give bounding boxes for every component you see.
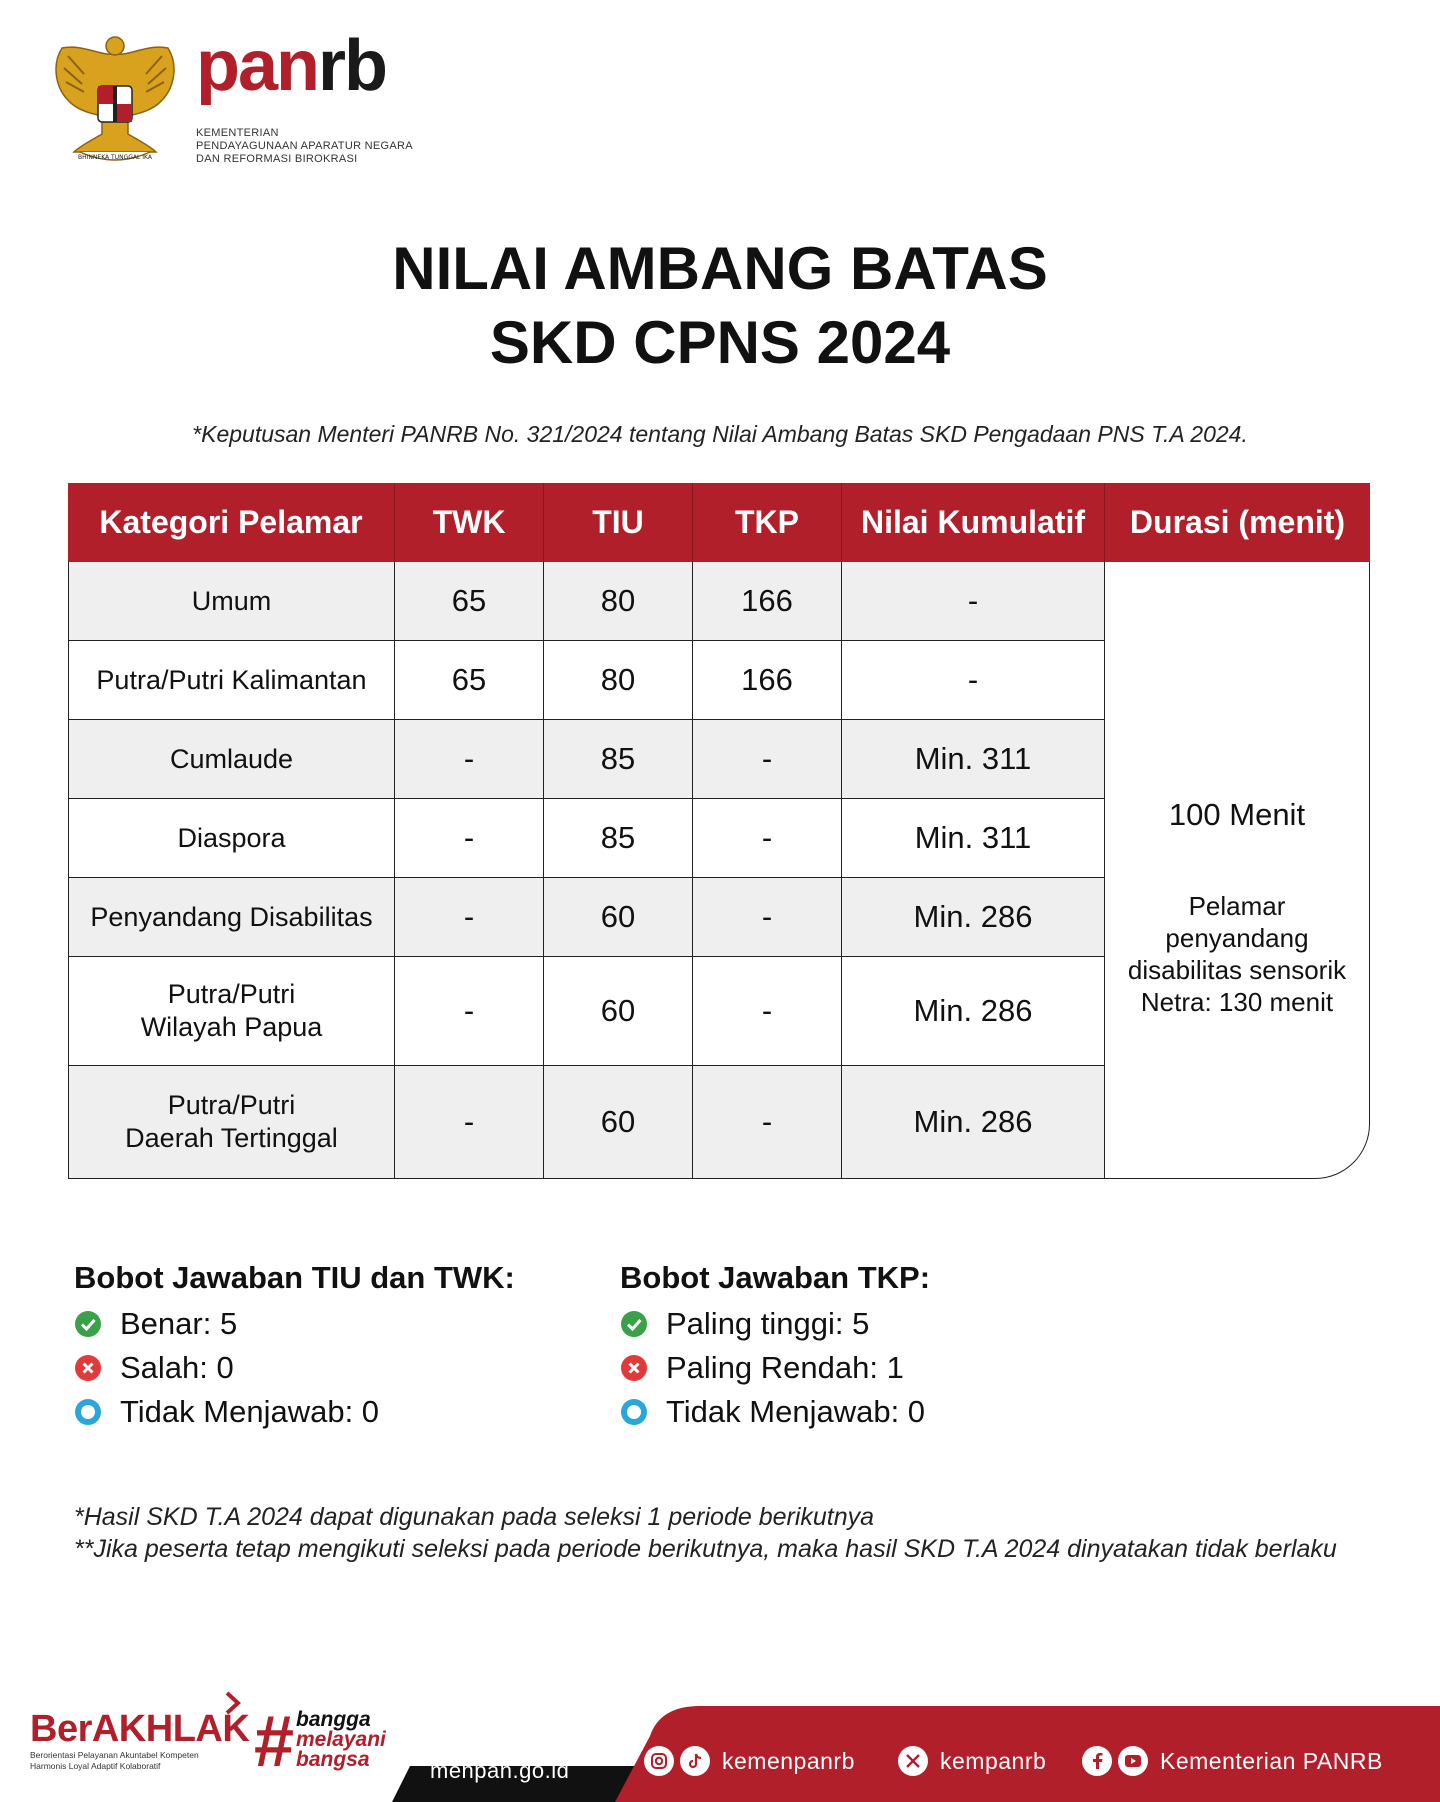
berakhlak-tagline: Berorientasi Pelayanan Akuntabel Kompeten Harmonis Loyal Adaptif Kolaboratif	[30, 1750, 199, 1771]
circle-icon	[74, 1398, 102, 1426]
instagram-icon	[644, 1746, 674, 1776]
table-header-nilai-kumulatif: Nilai Kumulatif	[842, 483, 1105, 562]
footnote-1: *Hasil SKD T.A 2024 dapat digunakan pada seleksi 1 periode berikutnya	[74, 1503, 875, 1531]
youtube-icon	[1118, 1746, 1148, 1776]
check-icon	[620, 1310, 648, 1338]
table-cell-tiu: 85	[544, 799, 693, 878]
table-cell-kumulatif: Min. 311	[842, 720, 1105, 799]
table-cell-tkp: -	[693, 1066, 842, 1179]
decree-reference: *Keputusan Menteri PANRB No. 321/2024 tentang Nilai Ambang Batas SKD Pengadaan PNS T.A 2024.	[192, 421, 1248, 447]
kategori-line: Penyandang Disabilitas	[90, 901, 373, 932]
bobot-item	[620, 1350, 930, 1386]
table-cell-kumulatif: -	[842, 641, 1105, 720]
kategori-line: Cumlaude	[169, 743, 294, 774]
table-cell-tiu: 80	[544, 641, 693, 720]
social-facebook-youtube[interactable]	[1082, 1746, 1383, 1776]
footnote-2: **Jika peserta tetap mengikuti seleksi pada periode berikutnya, maka hasil SKD T.A 2024 dinyatakan tidak berlaku	[74, 1535, 1337, 1563]
table-cell-tkp: -	[693, 957, 842, 1066]
kategori-line: Wilayah Papua	[140, 1012, 323, 1042]
table-cell-kategori	[68, 799, 395, 878]
table-cell-tiu: 60	[544, 1066, 693, 1179]
table-cell-tkp: -	[693, 878, 842, 957]
bobot-tiu-twk	[74, 1260, 515, 1430]
table-cell-kumulatif: Min. 311	[842, 799, 1105, 878]
table-header-kategori-pelamar: Kategori Pelamar	[68, 483, 395, 562]
table-cell-kategori	[68, 641, 395, 720]
bobot-item-text: Paling tinggi: 5	[666, 1306, 870, 1341]
facebook-icon	[1082, 1746, 1112, 1776]
table-cell-kategori	[68, 562, 395, 641]
social-handle: Kementerian PANRB	[1160, 1747, 1383, 1774]
table-cell-tkp: -	[693, 799, 842, 878]
brand-logo: panrb	[196, 26, 387, 106]
bobot-item	[620, 1306, 930, 1342]
emblem-motto: BHINNEKA TUNGGAL IKA	[78, 154, 152, 161]
garuda-emblem-logo	[44, 34, 186, 166]
table-cell-kategori	[68, 1066, 395, 1179]
berakhlak-logo: BerAKHLAK	[30, 1708, 250, 1750]
durasi-note-line: Netra: 130 menit	[1140, 987, 1334, 1017]
bobot-item	[620, 1394, 930, 1430]
durasi-main: 100 Menit	[1168, 797, 1306, 832]
table-header-twk: TWK	[395, 483, 544, 562]
kategori-line: Putra/Putri	[167, 979, 296, 1009]
bobot-item	[74, 1350, 515, 1386]
social-handle: kempanrb	[940, 1747, 1047, 1774]
table-cell-kategori	[68, 720, 395, 799]
durasi-note	[1105, 890, 1369, 1018]
bobot-title: Bobot Jawaban TIU dan TWK:	[74, 1260, 515, 1295]
berakhlak-chevron-icon	[224, 1690, 242, 1716]
table-cell-tkp: 166	[693, 641, 842, 720]
durasi-note-line: Pelamar	[1188, 891, 1286, 921]
table-cell-twk: 65	[395, 562, 544, 641]
ministry-name: KEMENTERIAN PENDAYAGUNAAN APARATUR NEGARA DAN REFORMASI BIROKRASI	[196, 127, 413, 165]
page-title: NILAI AMBANG BATAS SKD CPNS 2024	[392, 235, 1048, 376]
bobot-item-text: Salah: 0	[120, 1350, 234, 1385]
table-cell-tiu: 80	[544, 562, 693, 641]
social-handle: kemenpanrb	[722, 1747, 855, 1774]
kategori-line: Daerah Tertinggal	[125, 1123, 338, 1153]
table-cell-kumulatif: Min. 286	[842, 957, 1105, 1066]
bobot-title: Bobot Jawaban TKP:	[620, 1260, 931, 1295]
table-cell-kumulatif: -	[842, 562, 1105, 641]
table-cell-tiu: 60	[544, 878, 693, 957]
table-cell-twk: 65	[395, 641, 544, 720]
kategori-line: Putra/Putri	[167, 1090, 296, 1120]
social-x[interactable]	[898, 1746, 1046, 1776]
durasi-note-line: penyandang	[1165, 923, 1309, 953]
table-header-tkp: TKP	[693, 483, 842, 562]
table-cell-twk: -	[395, 799, 544, 878]
x-icon	[898, 1746, 928, 1776]
bobot-item	[74, 1394, 515, 1430]
table-cell-twk: -	[395, 878, 544, 957]
bobot-item	[74, 1306, 515, 1342]
durasi-note-line: disabilitas sensorik	[1127, 955, 1347, 985]
table-cell-twk: -	[395, 720, 544, 799]
table-cell-kumulatif: Min. 286	[842, 1066, 1105, 1179]
table-cell-tiu: 85	[544, 720, 693, 799]
table-cell-tkp: -	[693, 720, 842, 799]
bobot-item-text: Paling Rendah: 1	[666, 1350, 904, 1385]
website-link[interactable]: menpan.go.id	[430, 1758, 570, 1783]
table-cell-twk: -	[395, 1066, 544, 1179]
table-header-tiu: TIU	[544, 483, 693, 562]
bobot-item-text: Tidak Menjawab: 0	[120, 1394, 380, 1429]
bobot-tkp	[620, 1260, 930, 1430]
social-instagram-tiktok[interactable]	[644, 1746, 855, 1776]
table-cell-tiu: 60	[544, 957, 693, 1066]
kategori-line: Diaspora	[177, 822, 286, 853]
circle-icon	[620, 1398, 648, 1426]
threshold-table	[68, 483, 1370, 1179]
kategori-line: Umum	[191, 585, 272, 616]
table-cell-durasi	[1105, 562, 1370, 1179]
bobot-item-text: Tidak Menjawab: 0	[666, 1394, 926, 1429]
table-cell-tkp: 166	[693, 562, 842, 641]
table-cell-twk: -	[395, 957, 544, 1066]
kategori-line: Putra/Putri Kalimantan	[96, 664, 367, 695]
cross-icon	[620, 1354, 648, 1382]
bobot-item-text: Benar: 5	[120, 1306, 238, 1341]
table-cell-kumulatif: Min. 286	[842, 878, 1105, 957]
table-cell-kategori	[68, 878, 395, 957]
check-icon	[74, 1310, 102, 1338]
cross-icon	[74, 1354, 102, 1382]
table-header-durasi-menit: Durasi (menit)	[1105, 483, 1370, 562]
table-cell-kategori	[68, 957, 395, 1066]
tiktok-icon	[680, 1746, 710, 1776]
